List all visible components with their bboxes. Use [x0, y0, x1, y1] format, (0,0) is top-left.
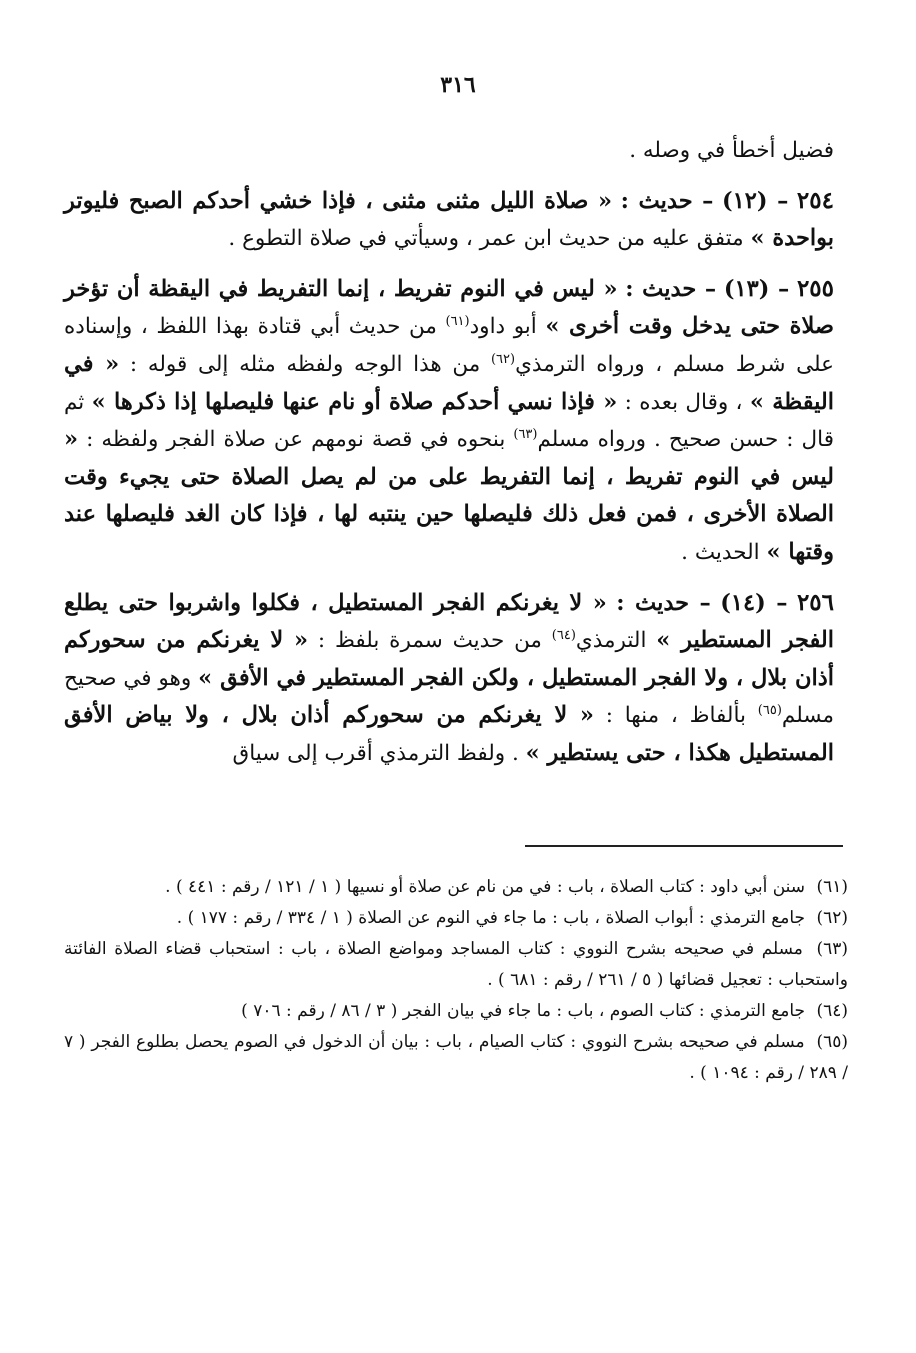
hadith-text: « لا يغرنكم الفجر المستطيل ، فكلوا واشربوا حتى يطلع الفجر المستطير » — [64, 589, 835, 654]
entry-number: ٢٥٦ — [796, 588, 834, 616]
footnote-text: مسلم في صحيحه بشرح النووي : كتاب الصيام ، باب : بيان أن الدخول في الصوم يحصل بطلوع الفجر ( ٧ / ٢٨٩ / رقم : ١٠٩٤ ) . — [64, 1032, 848, 1083]
hadith-text: « ليس في النوم تفريط ، إنما التفريط في اليقظة أن تؤخر صلاة حتى يدخل وقت أخرى » — [64, 275, 834, 340]
footnotes — [64, 872, 848, 1089]
footnote-text: سنن أبي داود : كتاب الصلاة ، باب : في من نام عن صلاة أو نسيها ( ١ / ١٢١ / رقم : ٤٤١ ) . — [165, 877, 806, 897]
page-number: ٣١٦ — [440, 72, 476, 98]
commentary-text: . ولفظ الترمذي أقرب إلى سياق — [232, 740, 519, 766]
quoted-text: « فإذا نسي أحدكم صلاة أو نام عنها فليصلها إذا ذكرها » — [91, 388, 618, 415]
quoted-text: « لا يغرنكم من سحوركم أذان بلال ، ولا الفجر المستطيل ، ولكن الفجر المستطير في الأفق » — [64, 627, 834, 691]
footnote-number: (٦٣) — [816, 939, 848, 959]
footnote-text: جامع الترمذي : كتاب الصوم ، باب : ما جاء في بيان الفجر ( ٣ / ٨٦ / رقم : ٧٠٦ ) — [241, 1001, 806, 1021]
commentary-text: ، وقال بعده : — [624, 389, 743, 415]
entry-sub-number: (١٣) — [723, 275, 770, 302]
entry-sub-number: (١٤) — [720, 589, 766, 616]
footnote-ref[interactable]: (٦١) — [445, 314, 470, 330]
footnote-ref[interactable]: (٦٣) — [513, 427, 538, 442]
footnote-ref[interactable]: (٦٤) — [551, 627, 576, 643]
footnote-ref[interactable]: (٦٥) — [757, 703, 782, 719]
commentary-text: من حديث أبي قتادة بهذا اللفظ ، وإسناده على شرط مسلم ، ورواه الترمذي — [64, 314, 834, 377]
footnote-number: (٦٤) — [816, 1001, 848, 1021]
footnote-number: (٦٥) — [816, 1032, 848, 1052]
entry-label: حديث : — [620, 187, 693, 214]
footnote-ref[interactable]: (٦٢) — [490, 351, 516, 367]
commentary-text: ثم قال : حسن صحيح . ورواه مسلم — [64, 389, 834, 453]
footnote-number: (٦٢) — [816, 908, 848, 928]
quoted-text: « في اليقظة » — [64, 350, 835, 415]
main-text — [64, 132, 834, 773]
commentary-text: وهو في صحيح مسلم — [64, 665, 835, 729]
entry-label: حديث : — [616, 589, 690, 616]
entry-sub-number: (١٢) — [722, 187, 768, 214]
footnote-divider — [525, 845, 843, 847]
entry-label: حديث : — [625, 275, 697, 302]
footnote-text: مسلم في صحيحه بشرح النووي : كتاب المساجد ومواضع الصلاة ، باب : استحباب قضاء الصلاة الفائتة واستحباب : تعجيل قضائها ( ٥ / ٢٦١ / رقم : ٦٨١ ) . — [64, 939, 848, 990]
quoted-text: « لا يغرنكم من سحوركم أذان بلال ، ولا بياض الأفق المستطيل هكذا ، حتى يستطير » — [64, 702, 834, 766]
commentary-text: متفق عليه من حديث ابن عمر ، وسيأتي في صلاة التطوع . — [228, 226, 744, 252]
footnote-64 — [64, 996, 848, 1027]
commentary-text: الحديث . — [681, 539, 760, 565]
footnote-62 — [64, 903, 848, 934]
entry-255: ٢٥٥ – (١٣) – حديث : « ليس في النوم تفريط ، إنما التفريط في اليقظة أن تؤخر صلاة حتى يدخل وقت أخرى » أبو داود$^{(٦١)}$ من حديث أبي قتادة بهذا اللفظ ، وإسناده على شرط مسلم ، ورواه الترمذي$^{(٦٢)}$ من هذا الوجه ولفظه مثله إلى قوله : « في اليقظة » ، وقال بعده : « فإذا نسي أحدكم صلاة أو نام عنها فليصلها إذا ذكرها » ثم قال : حسن صحيح . ورواه مسلم$^{(٦٣)}$ بنحوه في قصة نومهم عن صلاة الفجر ولفظه : « ليس في النوم تفريط ، إنما التفريط على من لم يصل الصلاة حتى يجيء وقت الصلاة الأخرى ، فمن فعل ذلك فليصلها حين ينتبه لها ، فإذا كان الغد فليصلها عند وقتها » الحديث . — [64, 274, 835, 565]
commentary-text: من حديث سمرة بلفظ : — [317, 628, 542, 654]
entry-256: ٢٥٦ – (١٤) – حديث : « لا يغرنكم الفجر المستطيل ، فكلوا واشربوا حتى يطلع الفجر المستطير » الترمذي$^{(٦٤)}$ من حديث سمرة بلفظ : « لا يغرنكم من سحوركم أذان بلال ، ولا الفجر المستطيل ، ولكن الفجر المستطير في الأفق » وهو في صحيح مسلم$^{(٦٥)}$ بألفاظ ، منها : « لا يغرنكم من سحوركم أذان بلال ، ولا بياض الأفق المستطيل هكذا ، حتى يستطير » . ولفظ الترمذي أقرب إلى سياق — [64, 588, 835, 766]
footnote-65 — [64, 1027, 848, 1089]
quoted-text: « ليس في النوم تفريط ، إنما التفريط على من لم يصل الصلاة حتى يجيء وقت الصلاة الأخرى ، فمن فعل ذلك فليصلها حين ينتبه لها ، فإذا كان الغد فليصلها عند وقتها » — [64, 426, 834, 565]
entry-254: ٢٥٤ – (١٢) – حديث : « صلاة الليل مثنى مثنى ، فإذا خشي أحدكم الصبح فليوتر بواحدة » متفق عليه من حديث ابن عمر ، وسيأتي في صلاة التطوع . — [64, 186, 834, 252]
footnote-text: جامع الترمذي : أبواب الصلاة ، باب : ما جاء في النوم عن الصلاة ( ١ / ٣٣٤ / رقم : ١٧٧ ) . — [176, 908, 806, 928]
entry-number: ٢٥٥ — [796, 274, 834, 302]
footnote-61 — [64, 872, 848, 903]
commentary-text: الترمذي — [575, 628, 647, 654]
footnote-number: (٦١) — [816, 877, 848, 897]
footnote-63 — [64, 934, 848, 996]
commentary-text: من هذا الوجه ولفظه مثله إلى قوله : — [129, 351, 481, 377]
commentary-text: بألفاظ ، منها : — [605, 703, 747, 729]
entry-number: ٢٥٤ — [796, 186, 834, 214]
hadith-text: « صلاة الليل مثنى مثنى ، فإذا خشي أحدكم الصبح فليوتر بواحدة » — [64, 187, 834, 252]
commentary-text: أبو داود — [469, 314, 537, 340]
commentary-text: بنحوه في قصة نومهم عن صلاة الفجر ولفظه : — [86, 427, 506, 453]
intro-line: فضيل أخطأ في وصله . — [629, 138, 834, 163]
